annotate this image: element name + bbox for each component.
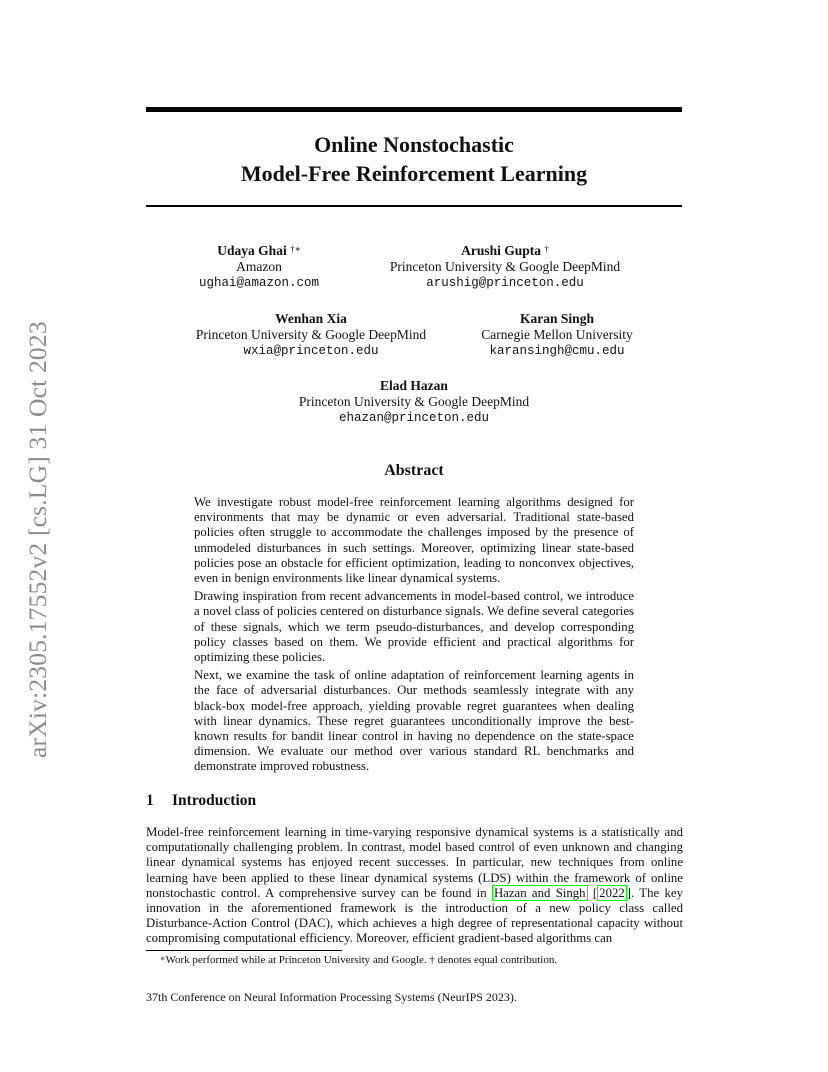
author-mark: † <box>544 244 549 254</box>
author-name: Karan Singh <box>520 311 594 326</box>
abstract-paragraph: Next, we examine the task of online adaptation of reinforcement learning agents in the face of adversarial disturbances. Our methods seamlessly integrate with any black-box model-free approach, yielding provable regret guarantees when dealing with linear dynamics. These regret guarantees unconditionally improve the best-known results for bandit linear control in having no dependence on the state-space dimension. We evaluate our method over various standard RL benchmarks and demonstrate improved robustness. <box>194 668 634 774</box>
author-email: arushig@princeton.edu <box>426 276 584 290</box>
section-number: 1 <box>146 792 154 809</box>
author-affiliation: Princeton University & Google DeepMind <box>298 394 530 409</box>
citation-link-year[interactable]: 2022 <box>599 885 625 900</box>
footnote-rule <box>146 950 342 951</box>
section-title: Introduction <box>172 792 257 809</box>
author-block-xia <box>186 311 436 359</box>
title-line-2: Model-Free Reinforcement Learning <box>240 161 588 186</box>
citation-link-author[interactable]: Hazan and Singh <box>493 885 586 900</box>
author-block-singh <box>467 311 647 359</box>
abstract-body <box>194 495 634 778</box>
abstract-paragraph: Drawing inspiration from recent advancements in model-based control, we introduce a novel class of policies centered on disturbance signals. We define several categories of these signals, which we term pseudo-disturbances, and develop corresponding policy classes based on them. We provide efficient and practical algorithms for optimizing these policies. <box>194 589 634 665</box>
conference-note: 37th Conference on Neural Information Processing Systems (NeurIPS 2023). <box>146 990 517 1004</box>
intro-text-part: . The key innovation in the aforementioned framework is the introduction of a new policy class called Disturbance-Action Control (DAC), which achieves a high degree of representational capacity without compromising computational efficiency. Moreover, efficient gradient-based algorithms can <box>146 885 683 946</box>
title-top-rule <box>146 107 682 112</box>
paper-title <box>146 130 682 188</box>
author-block-ghai <box>184 243 334 291</box>
author-block-gupta <box>380 243 630 291</box>
author-affiliation: Princeton University & Google DeepMind <box>389 259 621 274</box>
author-email: ughai@amazon.com <box>198 276 320 290</box>
intro-text-part: Model-free reinforcement learning in time-varying responsive dynamical systems is a statistically and computationally challenging problem. In contrast, model based control of even unknown and changing linear dynamical systems has enjoyed recent successes. In particular, new techniques from online learning have been applied to these linear dynamical systems (LDS) within the framework of online nonstochastic control. A comprehensive survey can be found in <box>146 825 683 900</box>
author-name: Udaya Ghai <box>217 243 287 258</box>
author-email: karansingh@cmu.edu <box>489 344 625 358</box>
arxiv-identifier: arXiv:2305.17552v2 [cs.LG] 31 Oct 2023 <box>23 321 52 758</box>
author-mark: †∗ <box>290 244 301 254</box>
author-affiliation: Carnegie Mellon University <box>481 327 633 342</box>
author-email: wxia@princeton.edu <box>243 344 379 358</box>
section-heading <box>146 792 256 810</box>
author-name: Arushi Gupta <box>461 243 542 258</box>
author-block-hazan <box>289 378 539 426</box>
footnote-text: Work performed while at Princeton University and Google. † denotes equal contribution. <box>165 954 558 966</box>
title-bottom-rule <box>146 205 682 207</box>
author-name: Elad Hazan <box>380 378 448 393</box>
abstract-heading: Abstract <box>384 462 444 479</box>
footnote <box>160 953 557 967</box>
author-affiliation: Princeton University & Google DeepMind <box>195 327 427 342</box>
footnote-mark: ∗ <box>160 954 166 963</box>
abstract-paragraph: We investigate robust model-free reinforcement learning algorithms designed for environments that may be dynamic or even adversarial. Traditional state-based policies often struggle to accommodate the challenges imposed by the presence of unmodeled disturbances in such settings. Moreover, optimizing linear state-based policies pose an obstacle for efficient optimization, leading to nonconvex objectives, even in benign environments like linear dynamical systems. <box>194 495 634 586</box>
author-email: ehazan@princeton.edu <box>338 411 490 425</box>
title-line-1: Online Nonstochastic <box>314 132 514 157</box>
introduction-text: Model-free reinforcement learning in time-varying responsive dynamical systems is a statistically and computationally challenging problem. In contrast, model based control of even unknown and changing linear dynamical systems has enjoyed recent successes. In particular, new techniques from online learning have been applied to these linear dynamical systems (LDS) within the framework of online nonstochastic control. A comprehensive survey can be found in Hazan and Singh [ 2022 ]. The key innovation in the aforementioned framework is the introduction of a new policy class called Disturbance-Action Control (DAC), which achieves a high degree of representational capacity without compromising computational efficiency. Moreover, efficient gradient-based algorithms can <box>146 825 683 946</box>
author-name: Wenhan Xia <box>275 311 347 326</box>
author-affiliation: Amazon <box>236 259 282 274</box>
